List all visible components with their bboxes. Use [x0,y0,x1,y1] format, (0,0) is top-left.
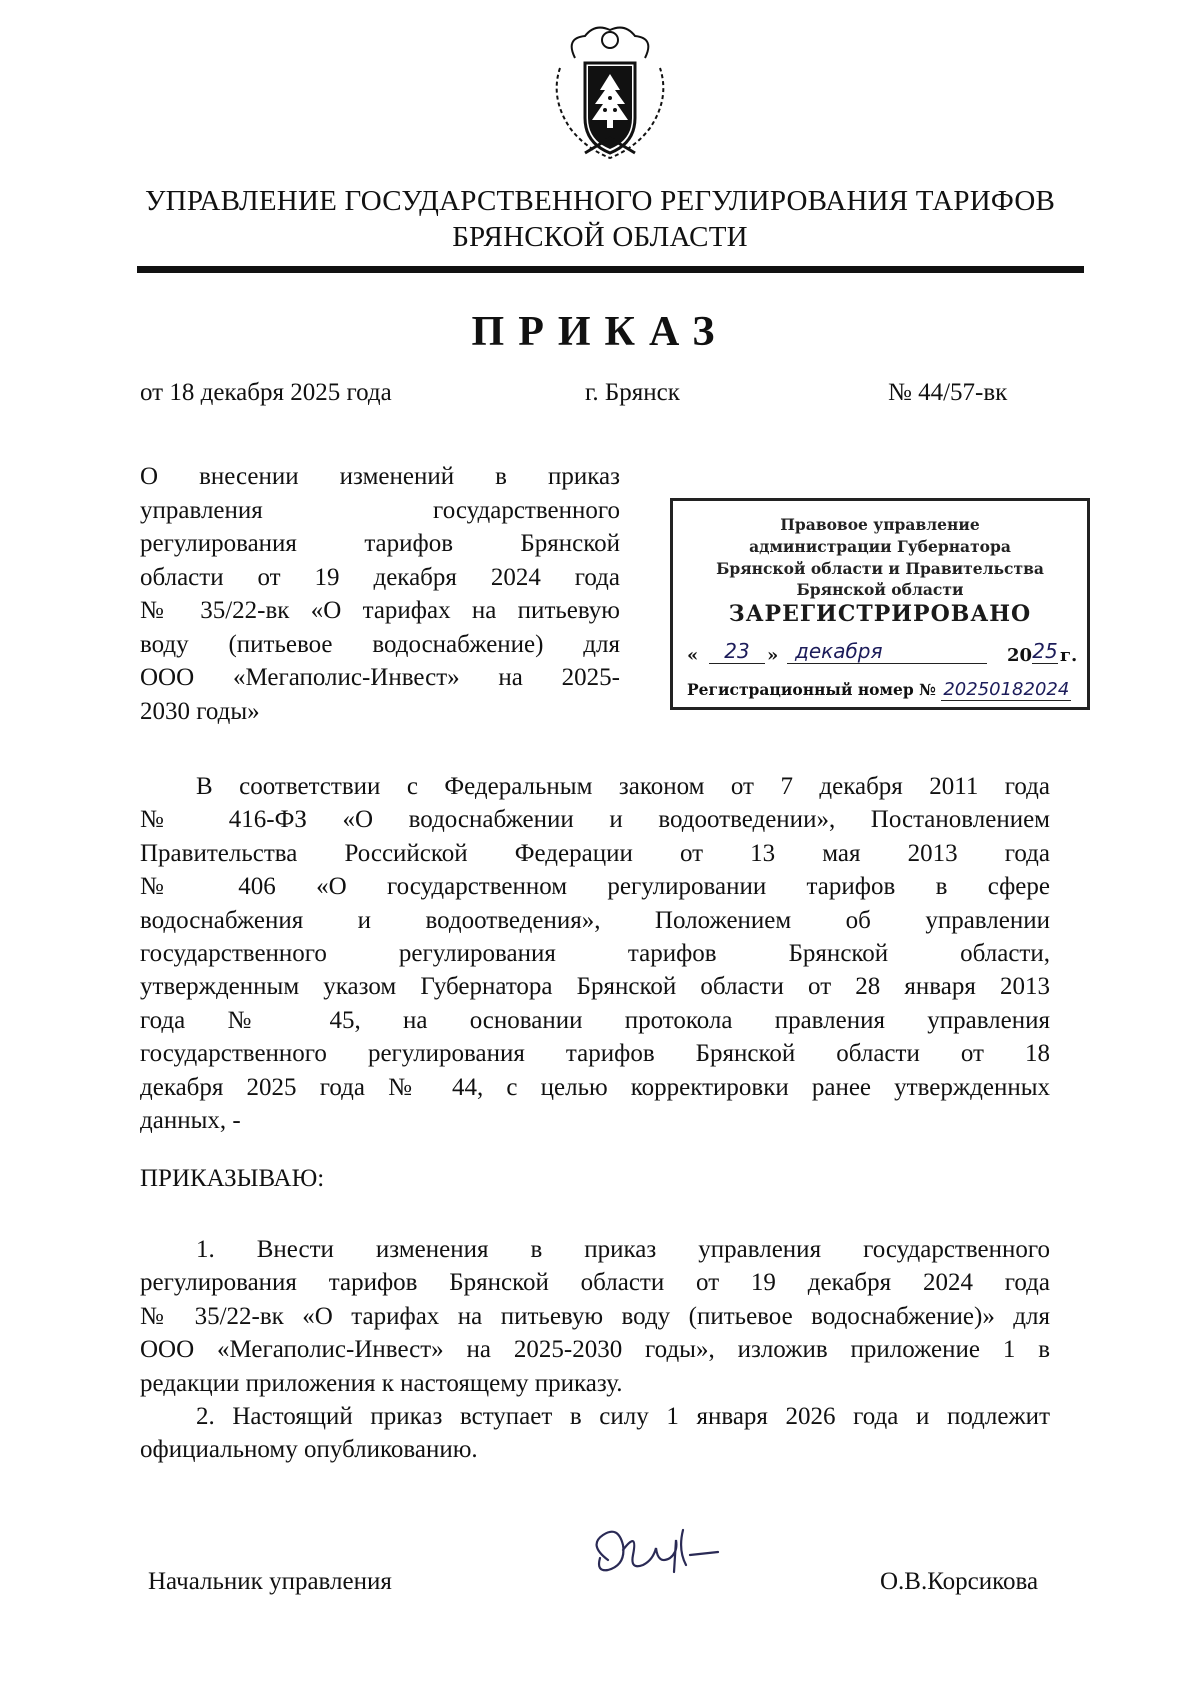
subject-line: 2030 годы» [140,697,260,725]
stamp-year-suffix: 25 [1032,639,1058,663]
preamble-paragraph [140,770,1050,1137]
stamp-line: Правовое управление [780,515,980,534]
document-title: ПРИКАЗ [471,309,729,355]
organization-name [100,183,1100,255]
orders-heading: ПРИКАЗЫВАЮ: [140,1165,325,1192]
organization-name-line2: БРЯНСКОЙ ОБЛАСТИ [452,221,748,253]
header-divider [137,266,1084,273]
signatory-name: О.В.Корсикова [880,1568,1039,1595]
stamp-close-quote: » [767,645,779,666]
order-city: г. Брянск [585,379,680,406]
stamp-year-abbr: г. [1060,645,1078,666]
bryansk-coat-of-arms-icon [545,18,675,168]
stamp-year-prefix: 20 [1007,645,1033,666]
subject-line: воду (питьевое водоснабжение) для [140,630,620,658]
handwritten-signature [578,1510,728,1600]
stamp-line: Брянской области и Правительства [716,559,1044,578]
subject-line: области от 19 декабря 2024 года [140,563,620,591]
stamp-reg-label: Регистрационный номер № [687,680,936,699]
stamp-day: 23 [709,639,765,664]
item-line: редакции приложения к настоящему приказу. [140,1369,623,1397]
stamp-date [687,641,1082,669]
item-line: официальному опубликованию. [140,1436,478,1464]
preamble-line: государственного регулирования тарифов Брянской области, [140,939,1050,967]
preamble-line: утвержденным указом Губернатора Брянской области от 28 января 2013 [140,973,1050,1001]
preamble-line: года № 45, на основании протокола правления управления [140,1006,1050,1034]
preamble-line: В соответствии с Федеральным законом от 7 декабря 2011 года [196,773,1050,800]
preamble-line: Правительства Российской Федерации от 13 мая 2013 года [140,839,1050,867]
order-item-2 [140,1400,1050,1467]
item-line: № 35/22-вк «О тарифах на питьевую воду (питьевое водоснабжение)» для [140,1302,1050,1330]
subject-line: № 35/22-вк «О тарифах на питьевую [140,597,620,624]
preamble-line: данных, - [140,1106,241,1134]
preamble-line: № 406 «О государственном регулировании тарифов в сфере [140,873,1050,901]
order-date: от 18 декабря 2025 года [140,379,392,406]
registration-stamp [670,498,1090,710]
preamble-line: водоснабжения и водоотведения», Положением об управлении [140,906,1050,934]
stamp-line: администрации Губернатора [749,537,1011,556]
subject-line: О внесении изменений в приказ [140,463,620,490]
stamp-month: декабря [787,639,987,664]
order-subject [140,460,620,728]
item-line: ООО «Мегаполис-Инвест» на 2025-2030 годы», изложив приложение 1 в [140,1336,1050,1364]
item-line: 2. Настоящий приказ вступает в силу 1 января 2026 года и подлежит [196,1402,1050,1430]
preamble-line: декабря 2025 года № 44, с целью корректировки ранее утвержденных [140,1073,1050,1101]
subject-line: ООО «Мегаполис-Инвест» на 2025- [140,664,620,691]
signatory-position: Начальник управления [148,1568,392,1595]
subject-line: управления государственного [140,496,620,524]
order-number: № 44/57-вк [888,379,1008,406]
stamp-reg-value: 20250182024 [943,679,1070,700]
preamble-line: № 416-ФЗ «О водоснабжении и водоотведении», Постановлением [140,806,1050,834]
order-item-1 [140,1233,1050,1400]
organization-name-line1: УПРАВЛЕНИЕ ГОСУДАРСТВЕННОГО РЕГУЛИРОВАНИЯ ТАРИФОВ [144,185,1056,217]
stamp-registered-label: ЗАРЕГИСТРИРОВАНО [728,601,1032,627]
stamp-line: Брянской области [796,580,964,599]
stamp-open-quote: « [687,645,699,666]
preamble-line: государственного регулирования тарифов Брянской области от 18 [140,1040,1050,1068]
subject-line: регулирования тарифов Брянской [140,530,620,557]
order-items [140,1233,1050,1467]
item-line: 1. Внести изменения в приказ управления государственного [196,1236,1050,1263]
item-line: регулирования тарифов Брянской области от 19 декабря 2024 года [140,1269,1050,1297]
stamp-registration-number [687,679,1082,700]
